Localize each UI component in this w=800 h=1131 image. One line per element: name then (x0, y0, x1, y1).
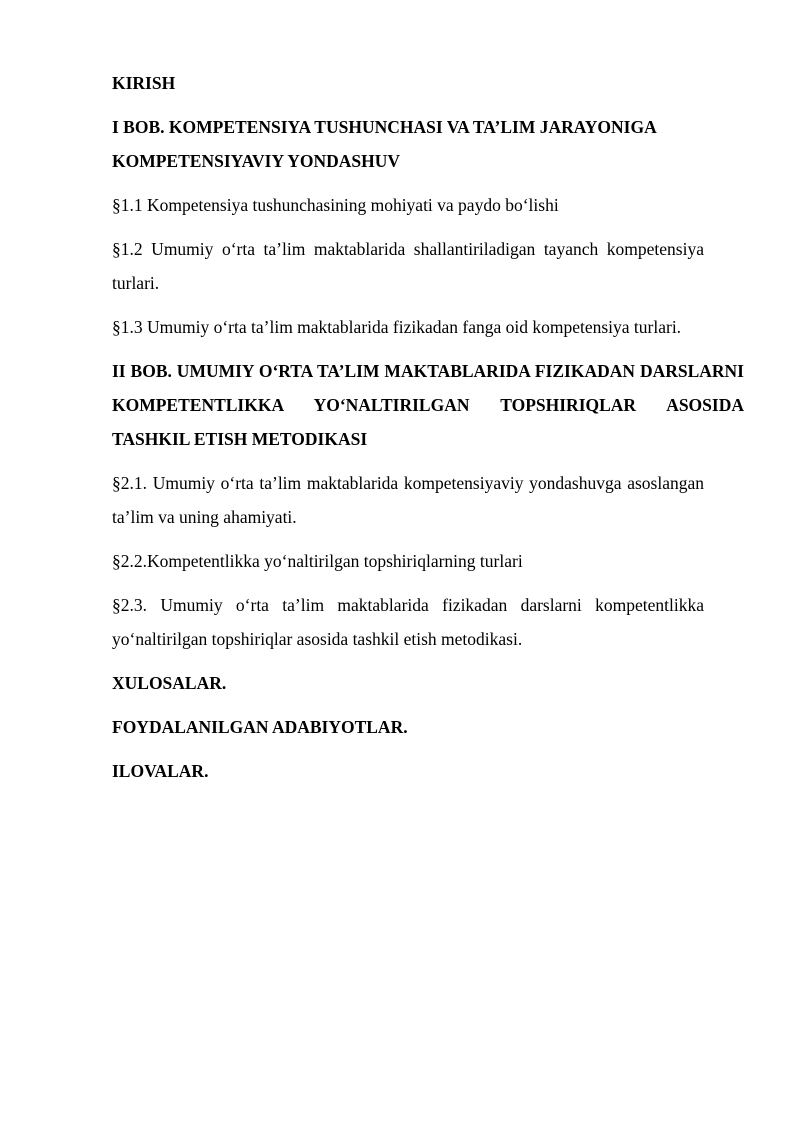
toc-xulosalar: XULOSALAR. (112, 673, 227, 693)
section-1-2: §1.2 Umumiy o‘rta ta’lim maktablarida shallantiriladigan tayanch kompetensiya turlari. (112, 239, 704, 293)
chapter-2-title: II BOB. UMUMIY O‘RTA TA’LIM MAKTABLARIDA FIZIKADAN DARSLARNI KOMPETENTLIKKA YO‘NALTIRILGAN TOPSHIRIQLAR ASOSIDA TASHKIL ETISH METODIKASI (112, 361, 744, 449)
chapter-1-title: I BOB. KOMPETENSIYA TUSHUNCHASI VA TA’LIM JARAYONIGA KOMPETENSIYAVIY YONDASHUV (112, 117, 656, 171)
toc-adabiyotlar: FOYDALANILGAN ADABIYOTLAR. (112, 717, 408, 737)
toc-kirish: KIRISH (112, 73, 176, 93)
section-2-1: §2.1. Umumiy o‘rta ta’lim maktablarida kompetensiyaviy yondashuvga asoslangan ta’lim va uning ahamiyati. (112, 473, 704, 527)
section-2-3: §2.3. Umumiy o‘rta ta’lim maktablarida fizikadan darslarni kompetentlikka yo‘naltirilgan topshiriqlar asosida tashkil etish metodikasi. (112, 595, 704, 649)
section-1-3: §1.3 Umumiy o‘rta ta’lim maktablarida fizikadan fanga oid kompetensiya turlari. (112, 317, 682, 337)
section-1-1: §1.1 Kompetensiya tushunchasining mohiyati va paydo bo‘lishi (112, 195, 559, 215)
toc-ilovalar: ILOVALAR. (112, 761, 209, 781)
table-of-contents (112, 66, 744, 788)
section-2-2: §2.2.Kompetentlikka yo‘naltirilgan topshiriqlarning turlari (112, 551, 523, 571)
